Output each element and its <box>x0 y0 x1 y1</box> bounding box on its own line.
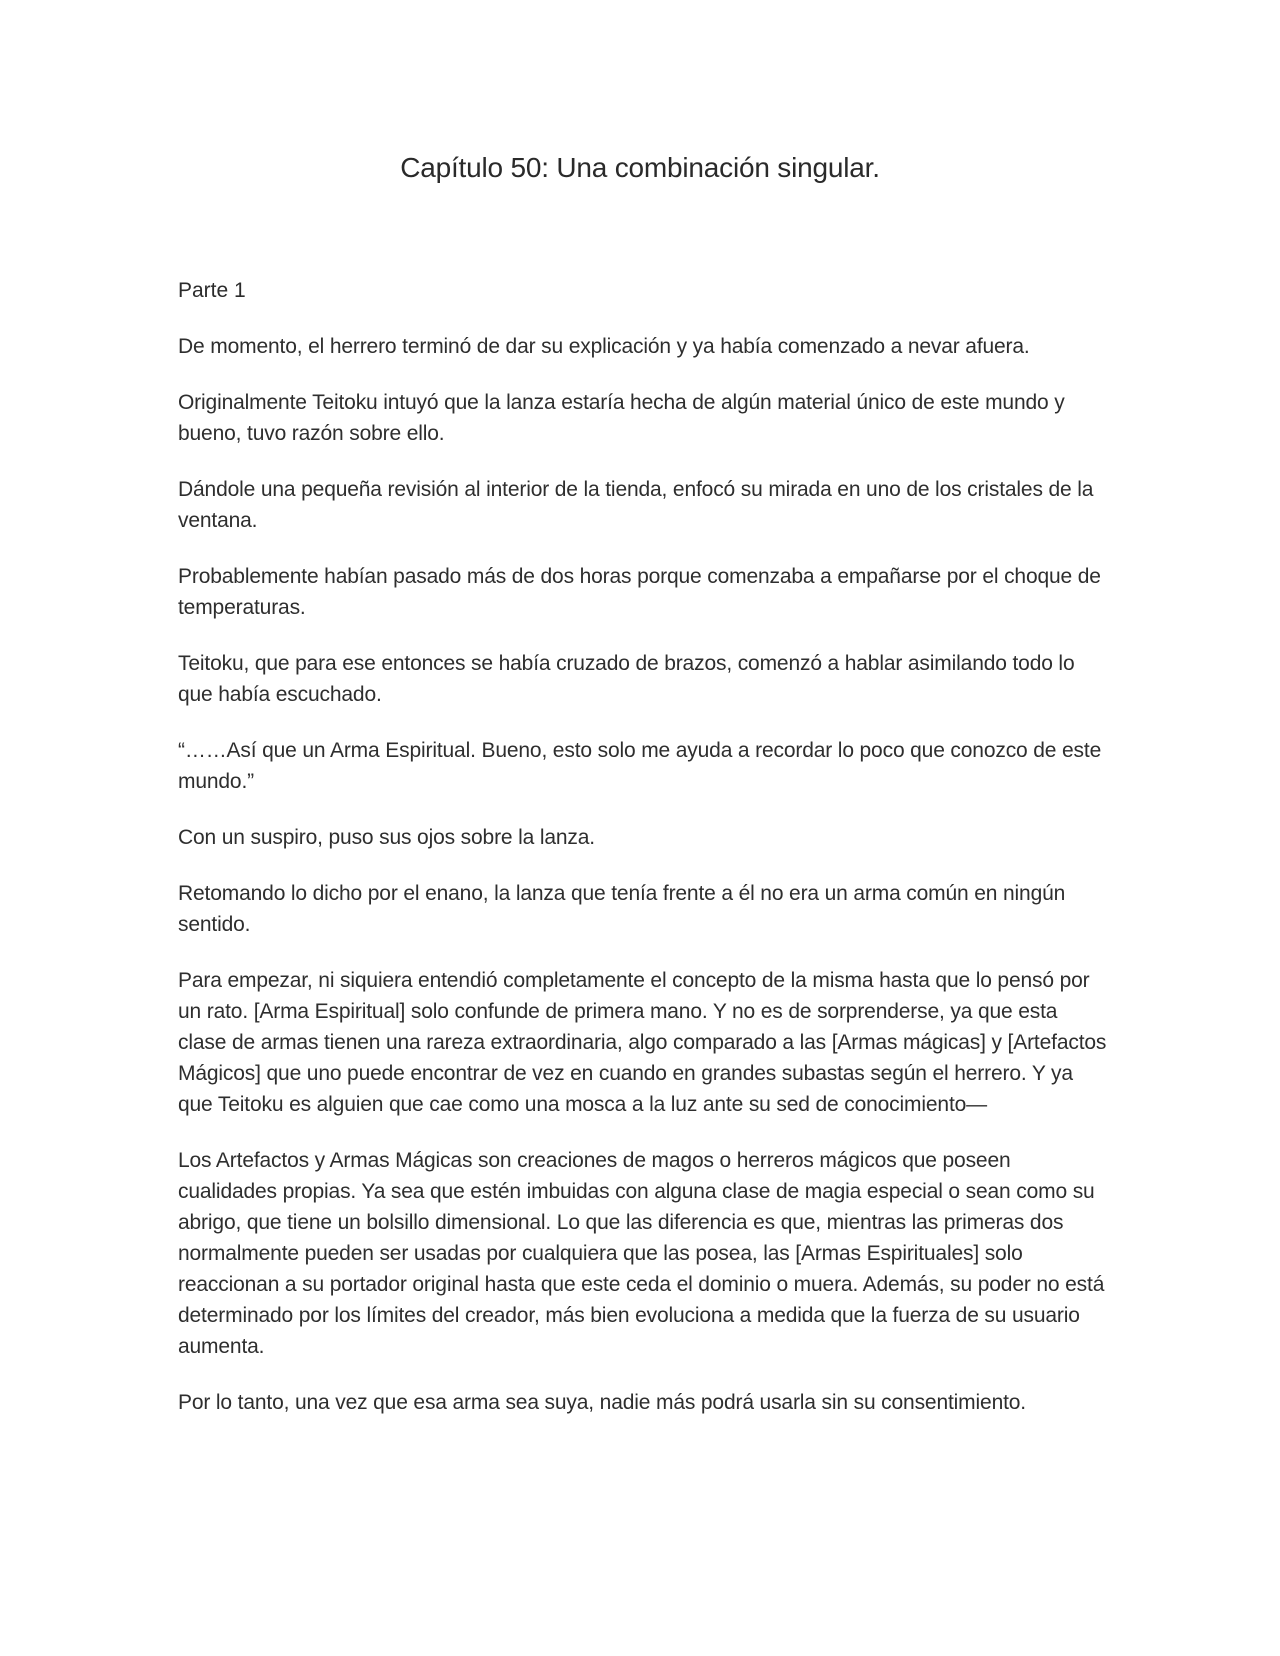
paragraph: Probablemente habían pasado más de dos horas porque comenzaba a empañarse por el choque de temperaturas. <box>178 565 1101 619</box>
paragraph: Retomando lo dicho por el enano, la lanza que tenía frente a él no era un arma común en ningún sentido. <box>178 882 1066 936</box>
chapter-body <box>178 275 1108 1443</box>
section-heading: Parte 1 <box>178 279 246 302</box>
dialogue-paragraph: “……Así que un Arma Espiritual. Bueno, esto solo me ayuda a recordar lo poco que conozco de este mundo.” <box>178 739 1102 793</box>
paragraph: Dándole una pequeña revisión al interior de la tienda, enfocó su mirada en uno de los cristales de la ventana. <box>178 478 1094 532</box>
paragraph: De momento, el herrero terminó de dar su explicación y ya había comenzado a nevar afuera. <box>178 335 1030 358</box>
paragraph: Los Artefactos y Armas Mágicas son creaciones de magos o herreros mágicos que poseen cualidades propias. Ya sea que estén imbuidas con alguna clase de magia especial o sean como su abrigo, que tiene un bolsillo dimensional. Lo que las diferencia es que, mientras las primeras dos normalmente pueden ser usadas por cualquiera que las posea, las [Armas Espirituales] solo reaccionan a su portador original hasta que este ceda el dominio o muera. Además, su poder no está determinado por los límites del creador, más bien evoluciona a medida que la fuerza de su usuario aumenta. <box>178 1149 1105 1358</box>
chapter-title: Capítulo 50: Una combinación singular. <box>400 152 880 183</box>
paragraph: Originalmente Teitoku intuyó que la lanza estaría hecha de algún material único de este mundo y bueno, tuvo razón sobre ello. <box>178 391 1065 445</box>
paragraph: Para empezar, ni siquiera entendió completamente el concepto de la misma hasta que lo pensó por un rato. [Arma Espiritual] solo confunde de primera mano. Y no es de sorprenderse, ya que esta clase de armas tienen una rareza extraordinaria, algo comparado a las [Armas mágicas] y [Artefactos Mágicos] que uno puede encontrar de vez en cuando en grandes subastas según el herrero. Y ya que Teitoku es alguien que cae como una mosca a la luz ante su sed de conocimiento— <box>178 969 1107 1116</box>
paragraph: Teitoku, que para ese entonces se había cruzado de brazos, comenzó a hablar asimilando todo lo que había escuchado. <box>178 652 1075 706</box>
paragraph: Por lo tanto, una vez que esa arma sea suya, nadie más podrá usarla sin su consentimiento. <box>178 1391 1026 1414</box>
paragraph: Con un suspiro, puso sus ojos sobre la lanza. <box>178 826 595 849</box>
